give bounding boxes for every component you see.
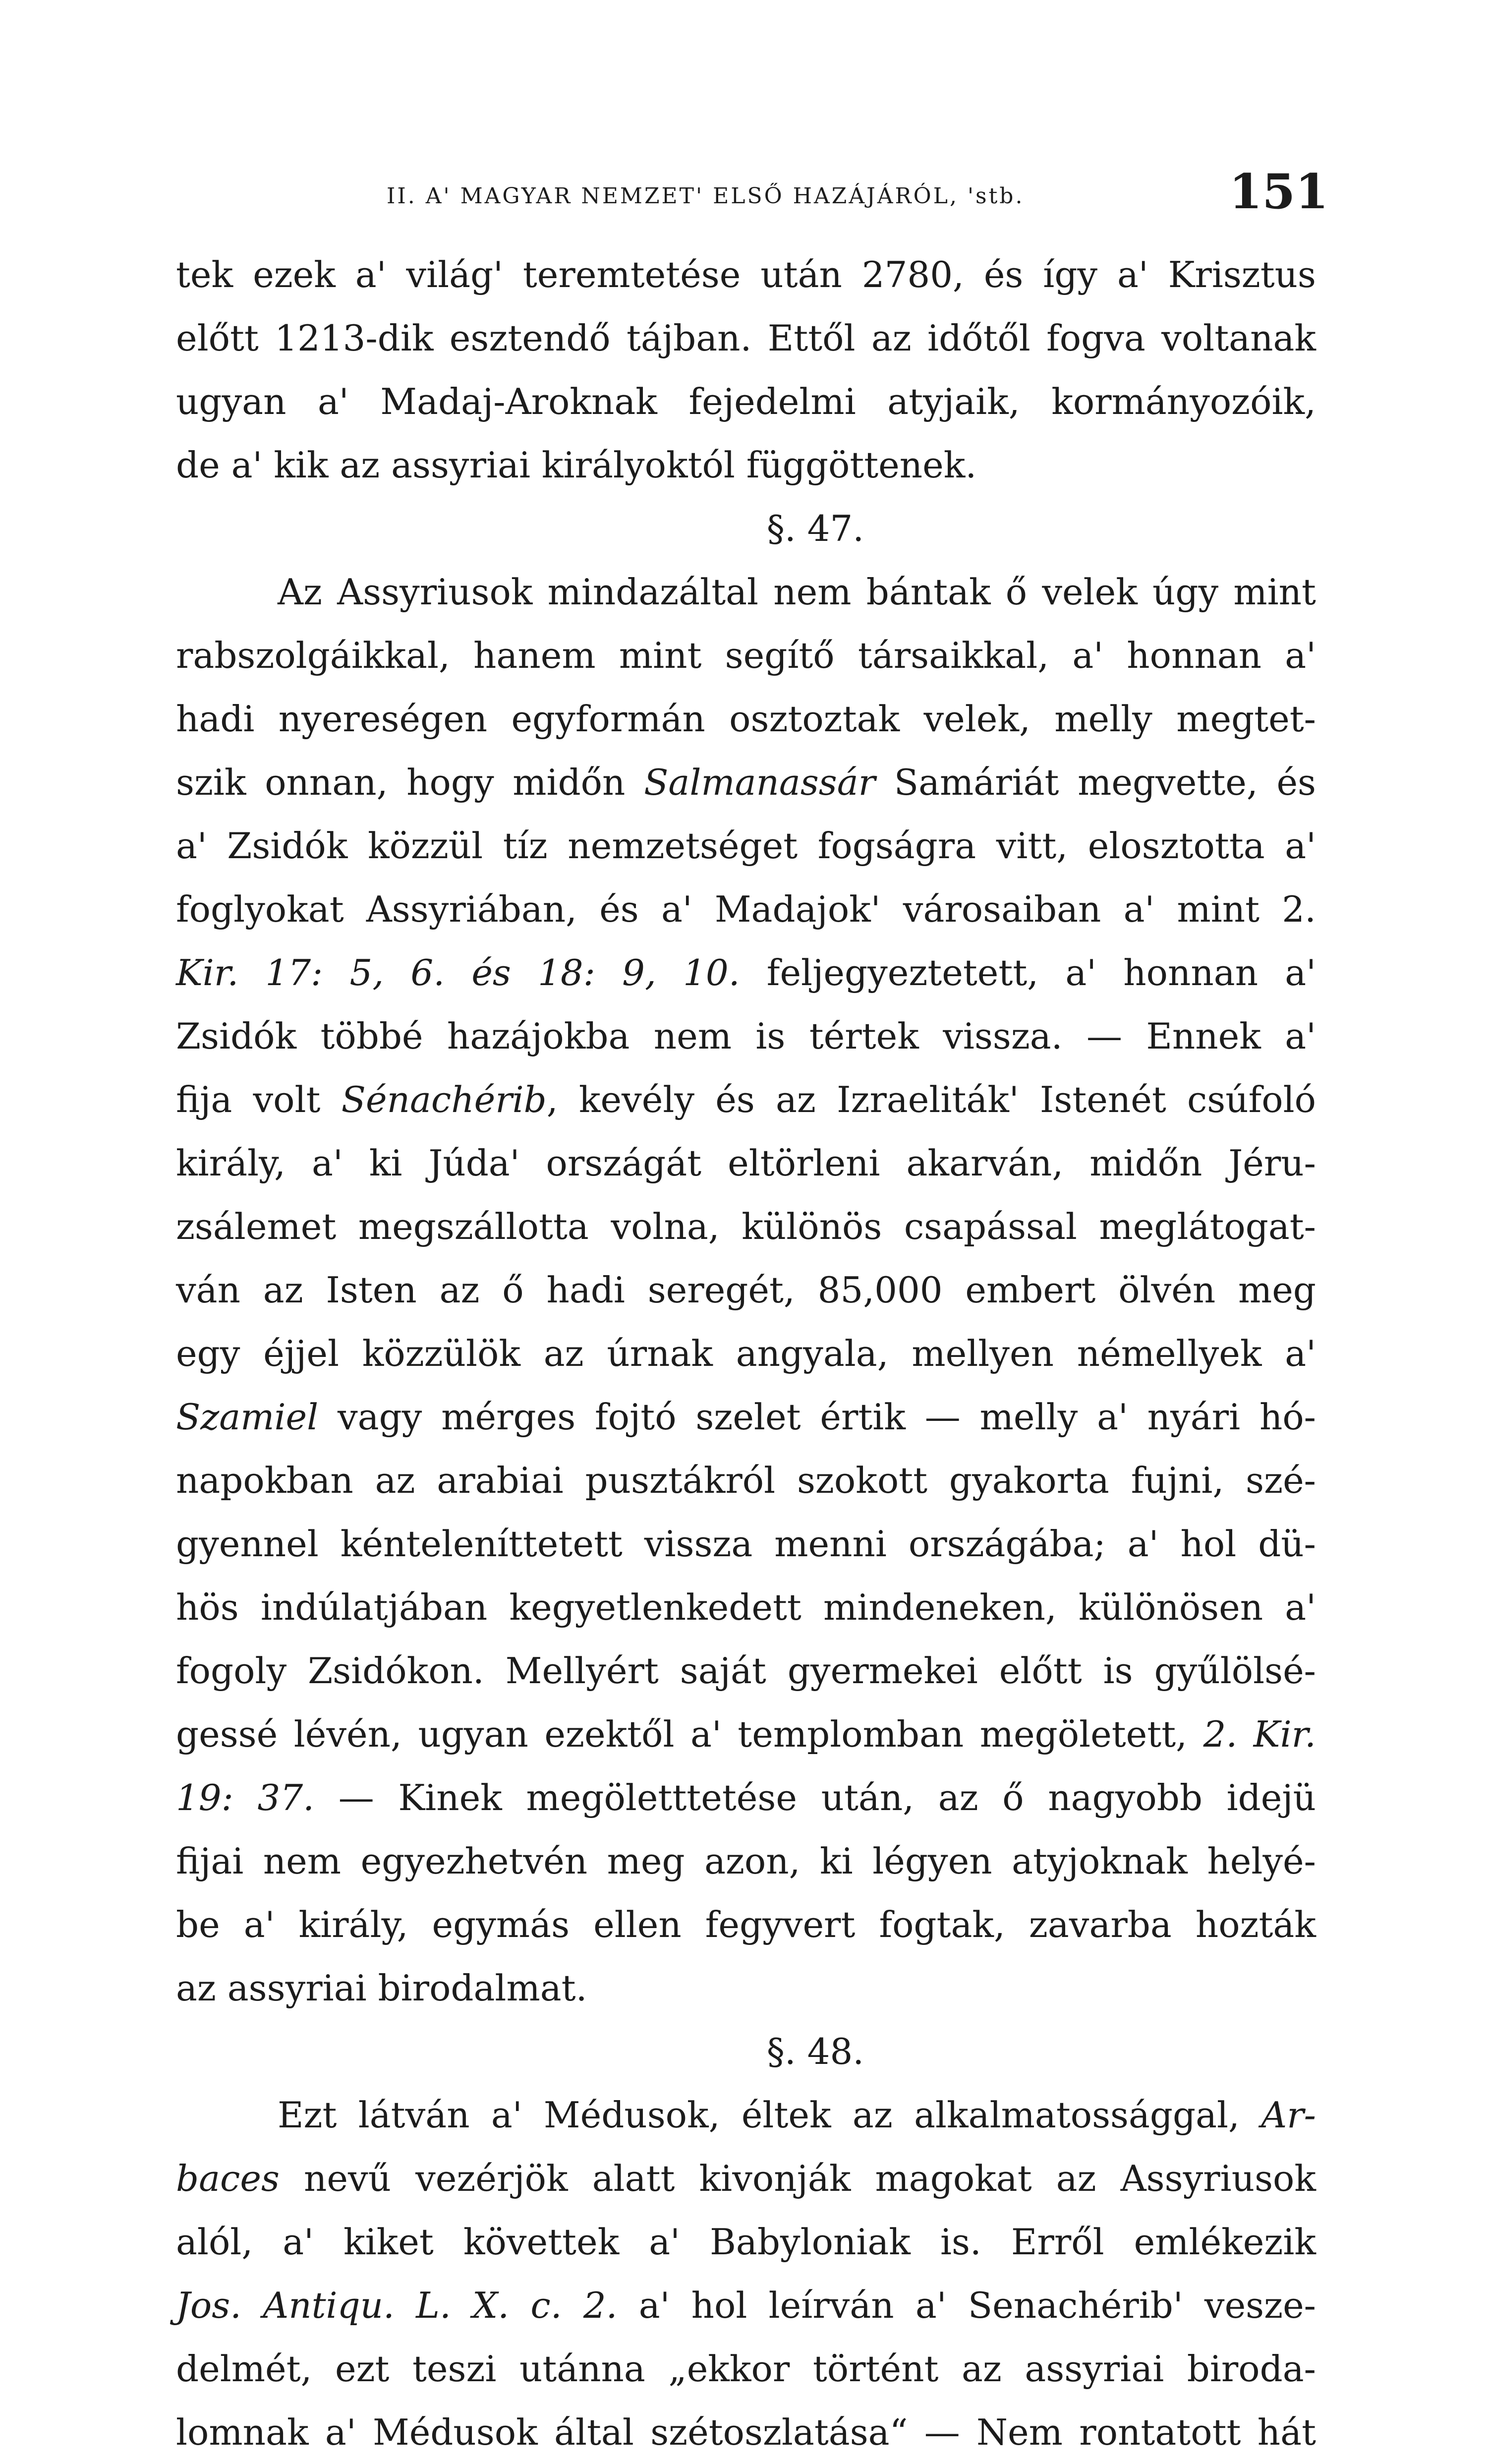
- italic-name: baces: [176, 2158, 280, 2199]
- text-span: nevű vezérjök alatt kivonják magokat az Assyriusok: [279, 2158, 1316, 2199]
- text-line: gyennel kénteleníttetett vissza menni országába; a' hol dü-: [176, 1523, 1316, 1565]
- text-line: előtt 1213-dik esztendő tájban. Ettől az időtől fogva voltanak: [176, 317, 1316, 359]
- text-line: fogoly Zsidókon. Mellyért saját gyermekei előtt is gyűlölsé-: [176, 1650, 1316, 1692]
- text-span: fija volt: [176, 1079, 342, 1120]
- text-line: [176, 1385, 1316, 1449]
- text-line: ván az Isten az ő hadi seregét, 85,000 embert ölvén meg: [176, 1269, 1316, 1311]
- italic-name: Salmanassár: [644, 762, 876, 803]
- text-line: zsálemet megszállotta volna, különös csapással meglátogat-: [176, 1206, 1316, 1247]
- italic-citation: 2. Kir.: [1203, 1713, 1316, 1755]
- page-number: 151: [1229, 164, 1328, 220]
- text-span: szik onnan, hogy midőn: [176, 762, 644, 803]
- section-heading-text: §. 47.: [766, 508, 864, 549]
- section-heading-47: [176, 497, 1316, 560]
- text-line: [176, 1766, 1316, 1829]
- text-line: király, a' ki Júda' országát eltörleni akarván, midőn Jéru-: [176, 1142, 1316, 1184]
- italic-citation: Kir. 17: 5, 6. és 18: 9, 10.: [176, 952, 740, 994]
- text-span: feljegyeztetett, a' honnan a': [740, 952, 1316, 994]
- text-line: [176, 2274, 1316, 2337]
- italic-name: Szamiel: [176, 1396, 319, 1438]
- text-span: gessé lévén, ugyan ezektől a' templomban megöletett,: [176, 1713, 1203, 1755]
- text-line: [176, 1702, 1316, 1766]
- section-heading-48: [176, 2020, 1316, 2083]
- text-line: egy éjjel közzülök az úrnak angyala, mellyen némellyek a': [176, 1333, 1316, 1374]
- text-line: alól, a' kiket követtek a' Babyloniak is. Erről emlékezik: [176, 2221, 1316, 2263]
- text-line: Zsidók többé hazájokba nem is tértek vissza. — Ennek a': [176, 1015, 1316, 1057]
- italic-citation: Jos. Antiqu. L. X. c. 2.: [176, 2285, 618, 2326]
- text-line: ugyan a' Madaj-Aroknak fejedelmi atyjaik, kormányozóik,: [176, 381, 1316, 422]
- italic-name: Sénachérib: [341, 1079, 547, 1120]
- text-span: , kevély és az Izraeliták' Istenét csúfoló: [546, 1079, 1316, 1120]
- section-heading-text: §. 48.: [766, 2031, 864, 2072]
- text-line: az assyriai birodalmat.: [176, 1967, 587, 2009]
- text-span: vagy mérges fojtó szelet értik — melly a' nyári hó-: [318, 1396, 1316, 1438]
- body-text: [176, 243, 1316, 2464]
- text-line: [176, 751, 1316, 814]
- text-line: rabszolgáikkal, hanem mint segítő társaikkal, a' honnan a': [176, 635, 1316, 676]
- text-line: [176, 2147, 1316, 2210]
- text-line: foglyokat Assyriában, és a' Madajok' városaiban a' mint 2.: [176, 888, 1316, 930]
- text-line: [176, 1068, 1316, 1131]
- text-line: hös indúlatjában kegyetlenkedett mindeneken, különösen a': [176, 1586, 1316, 1628]
- running-head: [387, 164, 1328, 223]
- italic-citation: 19: 37.: [176, 1777, 315, 1819]
- text-line: [176, 2083, 1316, 2147]
- text-line: be a' király, egymás ellen fegyvert fogtak, zavarba hozták: [176, 1904, 1316, 1945]
- text-line: tek ezek a' világ' teremtetése után 2780, és így a' Krisztus: [176, 254, 1316, 295]
- text-line: a' Zsidók közzül tíz nemzetséget fogságra vitt, elosztotta a': [176, 825, 1316, 867]
- text-line: delmét, ezt teszi utánna „ekkor történt az assyriai biroda-: [176, 2348, 1316, 2390]
- text-span: Ezt látván a' Médusok, éltek az alkalmatossággal,: [278, 2094, 1261, 2136]
- text-span: Samáriát megvette, és: [875, 762, 1316, 803]
- text-span: — Kinek megöletttetése után, az ő nagyobb idejü: [314, 1777, 1316, 1819]
- running-title: II. A' MAGYAR NEMZET' ELSŐ HAZÁJÁRÓL, 'stb.: [387, 183, 1025, 209]
- text-span: a' hol leírván a' Senachérib' vesze-: [617, 2285, 1316, 2326]
- italic-name: Ar-: [1261, 2094, 1316, 2136]
- text-line: hadi nyereségen egyformán osztoztak velek, melly megtet-: [176, 698, 1316, 740]
- text-line: lomnak a' Médusok által szétoszlatása“ — Nem rontatott hát: [176, 2411, 1316, 2453]
- text-line: [176, 941, 1316, 1004]
- text-line: fijai nem egyezhetvén meg azon, ki légyen atyjoknak helyé-: [176, 1840, 1316, 1882]
- text-line: Az Assyriusok mindazáltal nem bántak ő velek úgy mint: [278, 571, 1316, 613]
- text-line: napokban az arabiai pusztákról szokott gyakorta fujni, szé-: [176, 1460, 1316, 1501]
- text-line: de a' kik az assyriai királyoktól függöttenek.: [176, 444, 977, 486]
